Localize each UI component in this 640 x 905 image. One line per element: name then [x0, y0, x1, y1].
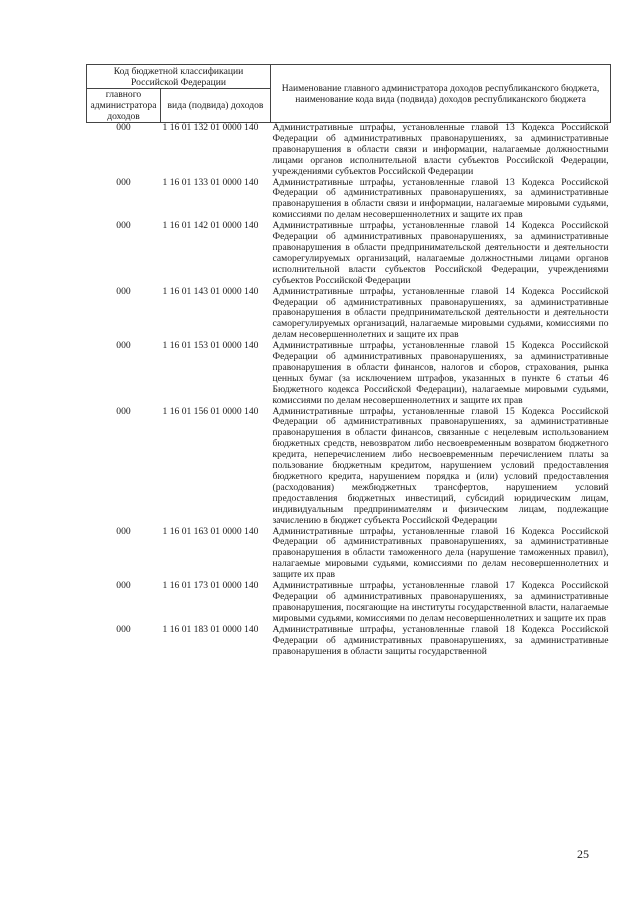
- table-row: [87, 625, 611, 658]
- admin-code-cell: 000: [116, 176, 131, 188]
- table-row: [87, 581, 611, 625]
- income-code-cell: 1 16 01 142 01 0000 140: [162, 220, 259, 232]
- description-cell: Административные штрафы, установленные главой 13 Кодекса Российской Федерации об административных правонарушениях, за административные правонарушения в области связи и информации, налагаемые должностными лицами органов исполнительной власти субъектов Российской Федерации, учреждениями субъектов Российской Федерации: [272, 122, 609, 177]
- header-budget-code-group: Код бюджетной классификации Российской Федерации: [87, 65, 271, 89]
- description-cell: Административные штрафы, установленные главой 17 Кодекса Российской Федерации об административных правонарушениях, за административные правонарушения, посягающие на институты государственной власти, налагаемые мировыми судьями, комиссиями по делам несовершеннолетних и защите их прав: [272, 580, 609, 624]
- admin-code-cell: 000: [116, 623, 131, 635]
- table-row: [87, 178, 611, 222]
- income-code-cell: 1 16 01 143 01 0000 140: [162, 285, 259, 297]
- table-row: [87, 287, 611, 342]
- description-cell: Административные штрафы, установленные главой 14 Кодекса Российской Федерации об административных правонарушениях, за административные правонарушения в области предпринимательской деятельности и деятельности саморегулируемых организаций, налагаемые мировыми судьями, комиссиями по делам несовершеннолетних и защите их прав: [272, 285, 609, 341]
- admin-code-cell: 000: [116, 220, 131, 232]
- table-body: [87, 123, 611, 658]
- admin-code-cell: 000: [116, 122, 131, 133]
- admin-code-cell: 000: [116, 340, 131, 352]
- income-code-cell: 1 16 01 156 01 0000 140: [162, 405, 259, 417]
- page-number: 25: [577, 847, 589, 861]
- income-code-cell: 1 16 01 173 01 0000 140: [162, 580, 259, 592]
- admin-code-cell: 000: [116, 405, 131, 417]
- description-cell: Административные штрафы, установленные главой 16 Кодекса Российской Федерации об административных правонарушениях, за административные правонарушения в области таможенного дела (нарушение таможенных правил), налагаемые мировыми судьями, комиссиями по делам несовершеннолетних и защите их прав: [272, 525, 609, 581]
- income-code-cell: 1 16 01 132 01 0000 140: [162, 122, 259, 133]
- table-row: [87, 341, 611, 406]
- header-admin-code: главного администратора доходов: [87, 89, 161, 123]
- description-cell: Административные штрафы, установленные главой 15 Кодекса Российской Федерации об административных правонарушениях, за административные правонарушения в области финансов, связанные с нецелевым использованием бюджетных средств, невозвратом либо несвоевременным возвратом бюджетного кредита, неперечислением либо несвоевременным перечислением платы за пользование бюджетным кредитом, нарушением условий предоставления бюджетного кредита, нарушением порядка и (или) условий предоставления (расходования) межбюджетных трансфертов, нарушением условий предоставления бюджетных инвестиций, субсидий юридическим лицам, индивидуальным предпринимателям и физическим лицам, подлежащие зачислению в бюджет субъекта Российской Федерации: [272, 405, 609, 526]
- description-cell: Административные штрафы, установленные главой 13 Кодекса Российской Федерации об административных правонарушениях, за административные правонарушения в области связи и информации, налагаемые мировыми судьями, комиссиями по делам несовершеннолетних и защите их прав: [272, 176, 609, 221]
- table-row: [87, 527, 611, 582]
- table-row: [87, 221, 611, 286]
- income-code-cell: 1 16 01 153 01 0000 140: [162, 340, 259, 352]
- budget-classification-table: [86, 64, 611, 657]
- income-code-cell: 1 16 01 163 01 0000 140: [162, 525, 259, 537]
- description-cell: Административные штрафы, установленные главой 18 Кодекса Российской Федерации об административных правонарушениях, за административные правонарушения в области защиты государственной: [272, 623, 609, 657]
- table-row: [87, 407, 611, 527]
- description-cell: Административные штрафы, установленные главой 14 Кодекса Российской Федерации об административных правонарушениях, за административные правонарушения в области предпринимательской деятельности и деятельности саморегулируемых организаций, налагаемые должностными лицами органов исполнительной власти субъектов Российской Федерации, учреждениями субъектов Российской Федерации: [272, 220, 609, 286]
- header-name: Наименование главного администратора доходов республиканского бюджета, наименование кода вида (подвида) доходов республиканского бюджета: [271, 65, 611, 123]
- table-row: [87, 123, 611, 178]
- admin-code-cell: 000: [116, 285, 131, 297]
- admin-code-cell: 000: [116, 580, 131, 592]
- header-income-type-code: вида (подвида) доходов: [161, 89, 271, 123]
- admin-code-cell: 000: [116, 525, 131, 537]
- income-code-cell: 1 16 01 183 01 0000 140: [162, 623, 259, 635]
- income-code-cell: 1 16 01 133 01 0000 140: [162, 176, 259, 188]
- description-cell: Административные штрафы, установленные главой 15 Кодекса Российской Федерации об административных правонарушениях, за административные правонарушения в области финансов, налогов и сборов, страхования, рынка ценных бумаг (за исключением штрафов, указанных в пункте 6 статьи 46 Бюджетного кодекса Российской Федерации), налагаемые мировыми судьями, комиссиями по делам несовершеннолетних и защите их прав: [272, 340, 609, 406]
